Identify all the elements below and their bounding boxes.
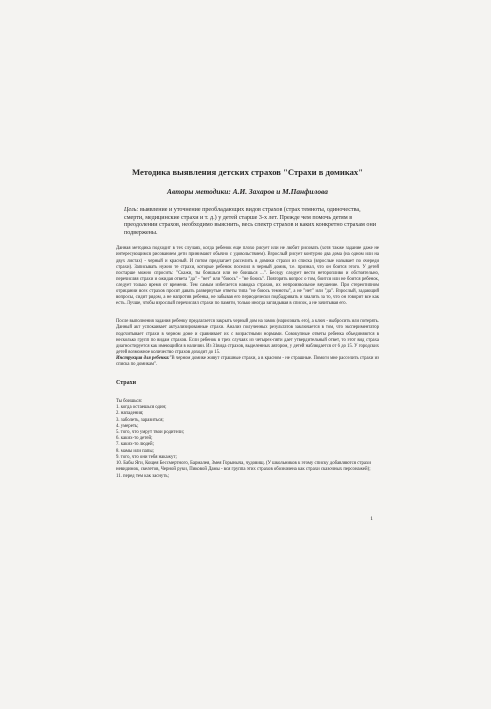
list-item: 7. каких-то людей; xyxy=(116,442,154,448)
analysis-paragraph: После выполнения задания ребенку предлагается закрыть черный дом на замок (нарисовать его), а ключ - выбросить или потерять. Данный акт успокаивает актуализированные страхи. Анализ полученных результатов заключается в том, что экспериментатор подсчитывает страхи в черном доме и сравнивает их с возрастными нормами. Совокупные ответы ребенка объединяются в несколько групп по видам страхов. Если ребенок в трех случаях из четырех-пяти дает утвердительный ответ, то этот вид страха диагностируется как имеющийся в наличии. Из 31вида страхов, выделенных автором, у детей наблюдается от 6 до 15. У городских детей возможное количество страхов доходит до 15. xyxy=(116,319,379,355)
instruction-paragraph xyxy=(116,356,379,368)
section-title-fears: Страхи xyxy=(116,380,137,387)
goal-text: выявление и уточнение преобладающих видов страхов (страх темноты, одиночества, смерти, медицинские страхи и т. д.) у детей старше 3-х лет. Прежде чем помочь детям в преодолении страхов, необходимо выяснить, весь спектр страхов и каких конкретно страхам они подвержены. xyxy=(124,207,376,236)
list-item: 11. перед тем как заснуть; xyxy=(116,473,169,479)
goal-paragraph xyxy=(124,207,379,237)
list-item: 9. того, что они тебя накажут; xyxy=(116,454,177,460)
fears-list xyxy=(116,405,379,479)
list-item: 10. Бабы Яги, Кощея Бессмертного, Бармалея, Змея Горыныча, чудовищ. (У школьников к этому списку добавляются страхи невидимок, скелетов, Черной руки, Пиковой Дамы - вся группа этих страхов обозначена как страхи сказочных персонажей); xyxy=(116,461,371,473)
page-number: 1 xyxy=(370,516,373,522)
list-item: 1. когда остаешься один; xyxy=(116,405,167,411)
instruction-text: "В черном домике живут страшные страхи, а в красном - не страшные. Помоги мне расселить страхи из списка по домикам". xyxy=(116,355,379,367)
document-title: Методика выявления детских страхов "Страхи в домиках" xyxy=(131,167,364,177)
goal-label: Цель: xyxy=(124,207,139,213)
list-item: 5. того, что умрут твои родители; xyxy=(116,430,184,436)
list-item: 6. каких-то детей; xyxy=(116,436,153,442)
fears-list-intro: Ты боишься: xyxy=(116,399,143,405)
instruction-label: Инструкция для ребенка: xyxy=(116,355,170,361)
list-item: 8. мамы или папы; xyxy=(116,448,154,454)
document-authors: Авторы методики: А.И. Захаров и М.Панфилова xyxy=(167,187,328,196)
list-item: 2. нападения; xyxy=(116,411,144,417)
list-item: 3. заболеть, заразиться; xyxy=(116,417,164,423)
list-item: 4. умереть; xyxy=(116,423,139,429)
method-description-paragraph: Данная методика подходит в тех случаях, когда ребенок еще плохо рисует или не любит рисовать (хотя также задание даже не интересующимся рисованием дети принимают обычно с удовольствием). Взрослый рисует контурно два дома (на одном или на двух листах) - черный и красный. И потом предлагает расселить в домики страхи из списка (взрослые называет по очереди страхи). Записывать нужно те страхи, которые ребенок поселил в черный домик, т.е. признал, что он боится этого. У детей постарше можно спросить: "Скажи, ты боишься или не боишься ...". Беседу следует вести неторопливо и обстоятельно, перечисляя страхи и ожидая ответа "да" - "нет" или "боюсь" - "не боюсь". Повторять вопрос о том, боится или не боится ребенок, следует только время от времени. Тем самым избегается наводка страхов, их непроизвольное внушение. При стереотипном отрицании всех страхов просят давать развернутые ответы типа "не боюсь темноты", а не "нет" или "да". Взрослый, задающий вопросы, сидит рядом, а не напротив ребенка, не забывая его периодически подбадривать и хвалить за то, что он говорит все как есть. Лучше, чтобы взрослый перечислял страхи по памяти, только иногда заглядывая в список, а не зачитывая его. xyxy=(116,246,379,307)
